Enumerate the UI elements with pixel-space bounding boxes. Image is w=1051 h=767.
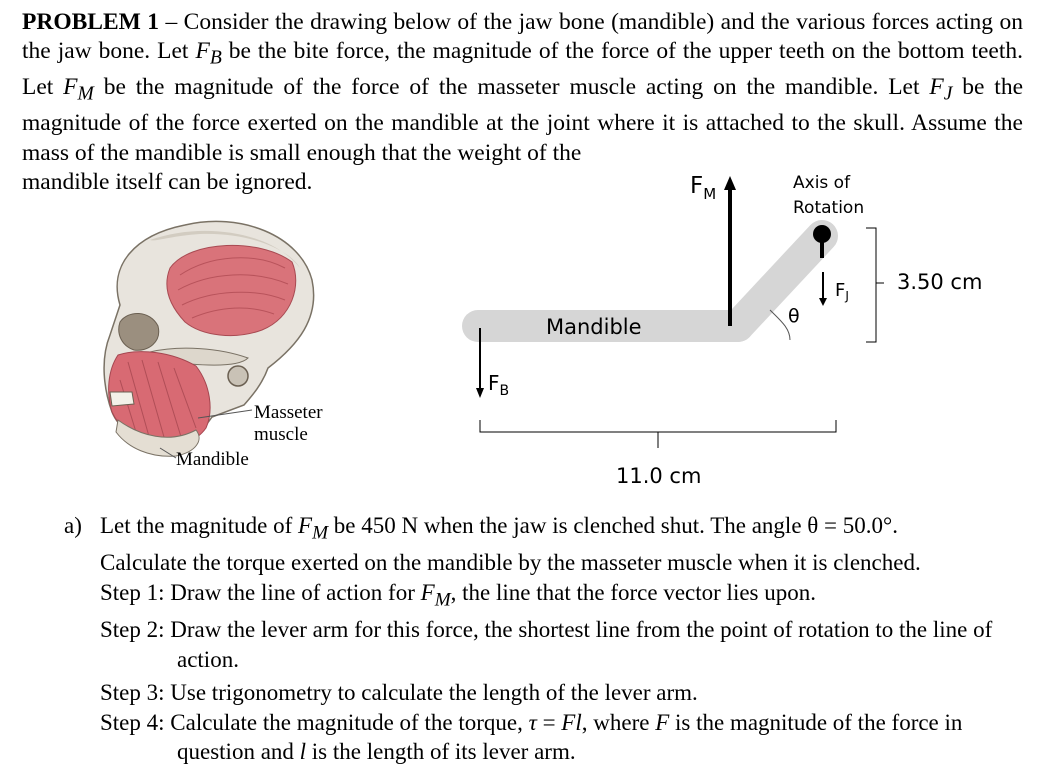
theta-arc	[770, 310, 790, 340]
mandible-beam	[478, 236, 822, 326]
part-a-fm-subscript: M	[312, 522, 329, 544]
step-1-text-a: Step 1: Draw the line of action for	[100, 579, 421, 605]
step-4-f: F	[655, 709, 670, 735]
intro-text-d: be the magnitude of the force exerted on the mandible at the joint where it is attached to the skull. Assume the mass of the mandible is small enough that the weight of the	[22, 74, 1024, 166]
horizontal-dimension-label: 11.0 cm	[616, 464, 702, 488]
vertical-dimension-label: 3.50 cm	[897, 270, 983, 294]
step-1-fm-subscript: M	[434, 589, 451, 611]
step-4-text-d: is the length of its lever arm.	[306, 739, 576, 765]
fm-arrow-label: $F_M$	[690, 173, 717, 203]
fm-subscript: M	[77, 83, 94, 105]
ear-opening	[228, 366, 248, 386]
step-1-text-b: , the line that the force vector lies upon.	[450, 579, 816, 605]
fj-symbol: F	[929, 74, 944, 101]
step-1-fm-symbol: F	[420, 579, 435, 605]
part-a-fm-symbol: F	[298, 513, 313, 538]
fm-arrow	[724, 176, 736, 326]
fb-subscript: B	[209, 47, 222, 69]
step-4-text-b: , where	[581, 709, 656, 735]
beam-label: Mandible	[546, 315, 642, 339]
temporalis-muscle	[167, 245, 296, 335]
title-dash: –	[159, 9, 184, 35]
step-4-text-a: Step 4: Calculate the magnitude of the torque,	[100, 709, 529, 735]
teeth	[110, 392, 134, 406]
theta-label: θ	[788, 305, 800, 327]
masseter-label-line1: Masseter	[254, 402, 323, 423]
fb-symbol: F	[195, 38, 210, 65]
fb-arrow-label: $F_B$	[488, 371, 510, 399]
part-a	[64, 511, 1024, 767]
step-4-tau: τ	[528, 709, 537, 735]
part-a-text-1a: Let the magnitude of	[100, 513, 298, 538]
intro-last-line: mandible itself can be ignored.	[22, 168, 313, 195]
intro-text-b: be the bite force, the magnitude of the force of the upper teeth on the bottom teeth. Let	[22, 38, 1023, 101]
part-a-line2: Calculate the torque exerted on the mandible by the masseter muscle when it is clenched.	[100, 550, 921, 576]
step-4-l: l	[299, 739, 307, 765]
masseter-label-line2: muscle	[254, 424, 308, 445]
fj-arrow-label: $F_J$	[835, 280, 849, 303]
fj-subscript: J	[943, 83, 953, 105]
axis-label-line2: Rotation	[793, 198, 865, 218]
step-4-text-c: is the magnitude of the force in question and	[177, 709, 963, 765]
axis-label-line1: Axis of	[793, 173, 851, 193]
fj-arrow	[819, 272, 827, 306]
problem-title: PROBLEM 1	[22, 9, 160, 35]
part-a-text-1b: be 450 N when the jaw is clenched shut. The angle θ = 50.0°.	[328, 513, 898, 538]
step-4	[100, 708, 1024, 767]
step-2: Step 2: Draw the lever arm for this force, the shortest line from the point of rotation to the line of action.	[100, 616, 993, 672]
intro-text-a: Consider the drawing below of the jaw bone (mandible) and the various forces acting on the jaw bone. Let	[22, 9, 1024, 65]
part-a-label: a)	[64, 513, 82, 538]
part-a-question	[100, 511, 1024, 548]
vertical-dimension-bracket	[866, 228, 884, 342]
part-a-body	[100, 511, 1024, 767]
step-1	[100, 578, 1024, 615]
fm-symbol: F	[63, 74, 78, 101]
eye-socket	[119, 313, 159, 350]
step-3: Step 3: Use trigonometry to calculate the length of the lever arm.	[100, 680, 698, 706]
horizontal-dimension-brace	[480, 420, 836, 448]
step-4-equals: =	[536, 709, 562, 735]
intro-text-c: be the magnitude of the force of the masseter muscle acting on the mandible. Let	[93, 74, 930, 101]
step-4-fl: Fl	[561, 709, 582, 735]
skull-mandible-label: Mandible	[176, 449, 249, 470]
